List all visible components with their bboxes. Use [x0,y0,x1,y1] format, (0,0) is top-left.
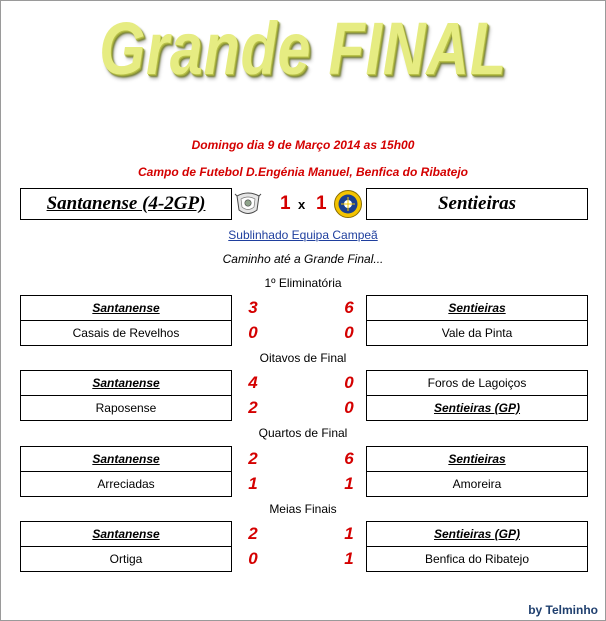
final-away-team: Sentieiras [437,193,517,214]
final-separator: x [298,197,306,212]
team-cell: Raposense [20,396,232,421]
team-cell: Sentieiras [366,295,588,321]
sentieiras-crest-icon [333,189,363,219]
score: 2 [248,398,258,417]
score: 0 [344,373,354,392]
team-cell: Arreciadas [20,472,232,497]
signature: by Telminho [528,603,598,617]
team-cell: Foros de Lagoiços [366,370,588,396]
team-cell: Sentieiras (GP) [366,521,588,547]
team-cell: Santanense [20,446,232,472]
team-cell: Benfica do Ribatejo [366,547,588,572]
team-cell: Sentieiras [366,446,588,472]
final-home-team: Santanense (4-2GP) [46,193,206,214]
team-cell: Ortiga [20,547,232,572]
score: 6 [344,449,354,468]
caminho-line: Caminho até a Grande Final... [222,252,384,266]
venue-line: Campo de Futebol D.Engénia Manuel, Benfica do Ribatejo [137,165,469,179]
team-cell: Santanense [20,295,232,321]
score: 0 [344,323,354,342]
team-cell: Casais de Revelhos [20,321,232,346]
score: 1 [344,474,354,493]
date-line: Domingo dia 9 de Março 2014 as 15h00 [191,138,415,152]
page-title: Grande FINAL [99,7,507,90]
score: 6 [344,298,354,317]
final-home-score: 1 [280,193,291,214]
champion-note: Sublinhado Equipa Campeã [228,228,378,242]
santanense-crest-icon [234,190,262,218]
final-away-score: 1 [316,193,327,214]
team-cell: Amoreira [366,472,588,497]
round-title: Oitavos de Final [259,351,347,365]
team-cell: Vale da Pinta [366,321,588,346]
score: 3 [248,298,258,317]
team-cell: Sentieiras (GP) [366,396,588,421]
score: 0 [248,549,258,568]
team-cell: Santanense [20,521,232,547]
score: 1 [344,549,354,568]
score: 2 [248,524,258,543]
score: 2 [248,449,258,468]
score: 1 [248,474,258,493]
team-cell: Santanense [20,370,232,396]
score: 1 [344,524,354,543]
score: 0 [248,323,258,342]
round-title: 1º Eliminatória [264,276,342,290]
round-title: Quartos de Final [258,426,348,440]
score: 4 [248,373,258,392]
score: 0 [344,398,354,417]
round-title: Meias Finais [269,502,337,516]
